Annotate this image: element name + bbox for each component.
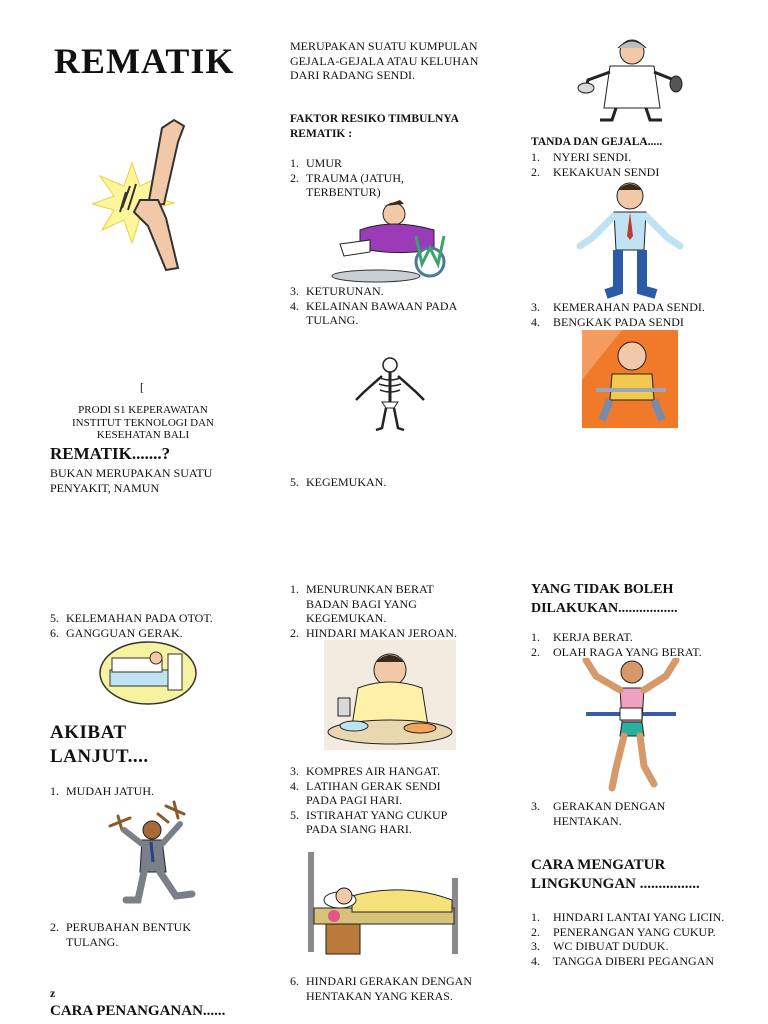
faktor-list-3 bbox=[290, 475, 490, 490]
institution-line: INSTITUT TEKNOLOGI DAN bbox=[72, 416, 214, 429]
list-item: 2. HINDARI MAKAN JEROAN. bbox=[290, 625, 457, 640]
list-item: 3. KETURUNAN. bbox=[290, 284, 384, 298]
doctor-illustration bbox=[576, 36, 686, 124]
page-title: REMATIK bbox=[54, 41, 235, 81]
institution-line: KESEHATAN BALI bbox=[96, 429, 190, 441]
list-item: 4. LATIHAN GERAK SENDI PADA PAGI HARI. bbox=[290, 778, 441, 807]
list-item: 1. NYERI SENDI. bbox=[531, 150, 631, 164]
bracket-mark: [ bbox=[140, 380, 144, 394]
pain-man-illustration bbox=[582, 330, 678, 428]
list-item: 4. BENGKAK PADA SENDI bbox=[531, 314, 684, 329]
arm-joint-illustration bbox=[92, 108, 202, 273]
list-item: 2. PENERANGAN YANG CUKUP. bbox=[531, 924, 716, 939]
faktor-heading: FAKTOR RESIKO TIMBULNYA REMATIK : bbox=[290, 113, 459, 140]
akibat-heading: AKIBAT LANJUT.... bbox=[50, 722, 149, 767]
z-mark: z bbox=[50, 986, 56, 1000]
institution-line: PRODI S1 KEPERAWATAN bbox=[78, 404, 208, 416]
list-item: 6. GANGGUAN GERAK. bbox=[50, 625, 183, 640]
tidak-boleh-list-1 bbox=[531, 630, 741, 659]
list-item: 1. KERJA BERAT. bbox=[531, 630, 633, 644]
penanganan-list-3 bbox=[290, 974, 476, 1003]
skeleton-illustration bbox=[352, 356, 428, 432]
list-item: 1. MENURUNKAN BERAT BADAN BAGI YANG KEGEMUKAN. bbox=[290, 582, 434, 625]
list-item: 1. HINDARI LANTAI YANG LICIN. bbox=[531, 910, 725, 924]
list-item: 4. KELAINAN BAWAAN PADA TULANG. bbox=[290, 298, 457, 327]
injured-man-illustration bbox=[330, 200, 452, 284]
tanda-list-1 bbox=[531, 150, 731, 179]
list-item: 3. GERAKAN DENGAN HENTAKAN. bbox=[531, 799, 666, 828]
tidak-boleh-list-2 bbox=[531, 799, 731, 828]
institution-label bbox=[55, 404, 231, 442]
list-item: 5. KEGEMUKAN. bbox=[290, 475, 387, 489]
list-a bbox=[50, 611, 250, 640]
list-item: 6. HINDARI GERAKAN DENGAN HENTAKAN YANG KERAS. bbox=[290, 974, 472, 1003]
penanganan-list-2 bbox=[290, 764, 462, 837]
eating-man-illustration bbox=[324, 640, 456, 750]
list-item: 2. TRAUMA (JATUH, TERBENTUR) bbox=[290, 170, 405, 199]
rematik-text: BUKAN MERUPAKAN SUATU PENYAKIT, NAMUN bbox=[50, 466, 213, 495]
list-item: 5. KELEMAHAN PADA OTOT. bbox=[50, 611, 213, 625]
rematik-heading: REMATIK.......? bbox=[50, 444, 171, 463]
faktor-list-2 bbox=[290, 284, 490, 328]
penanganan-heading: CARA PENANGANAN...... bbox=[50, 1003, 226, 1019]
list-item: 1. UMUR bbox=[290, 156, 343, 170]
list-item: 2. KEKAKUAN SENDI bbox=[531, 164, 660, 179]
list-item: 1. MUDAH JATUH. bbox=[50, 784, 155, 798]
lingkungan-heading: CARA MENGATUR LINGKUNGAN ................ bbox=[531, 857, 700, 892]
intro-text: MERUPAKAN SUATU KUMPULAN GEJALA-GEJALA ATAU KELUHAN DARI RADANG SENDI. bbox=[290, 39, 479, 82]
list-b1 bbox=[50, 784, 250, 799]
falling-man-illustration bbox=[96, 800, 200, 906]
list-item: 3. KEMERAHAN PADA SENDI. bbox=[531, 300, 705, 314]
confused-man-illustration bbox=[574, 180, 684, 300]
list-item: 3. WC DIBUAT DUDUK. bbox=[531, 939, 669, 953]
tanda-heading: TANDA DAN GEJALA..... bbox=[531, 136, 663, 148]
faktor-list-1 bbox=[290, 156, 440, 200]
list-item: 2. PERUBAHAN BENTUK TULANG. bbox=[50, 920, 192, 949]
list-item: 3. KOMPRES AIR HANGAT. bbox=[290, 764, 441, 778]
list-item: 2. OLAH RAGA YANG BERAT. bbox=[531, 644, 702, 659]
tidak-boleh-heading: YANG TIDAK BOLEH DILAKUKAN................. bbox=[531, 582, 678, 616]
list-b2 bbox=[50, 920, 230, 949]
runner-illustration bbox=[582, 658, 680, 798]
resting-in-bed-illustration bbox=[304, 852, 462, 958]
list-item: 4. TANGGA DIBERI PEGANGAN bbox=[531, 953, 715, 968]
list-item: 5. ISTIRAHAT YANG CUKUP PADA SIANG HARI. bbox=[290, 807, 447, 836]
tanda-list-2 bbox=[531, 300, 741, 329]
patient-bed-illustration bbox=[98, 640, 198, 706]
penanganan-list-1 bbox=[290, 582, 462, 640]
lingkungan-list bbox=[531, 910, 731, 968]
